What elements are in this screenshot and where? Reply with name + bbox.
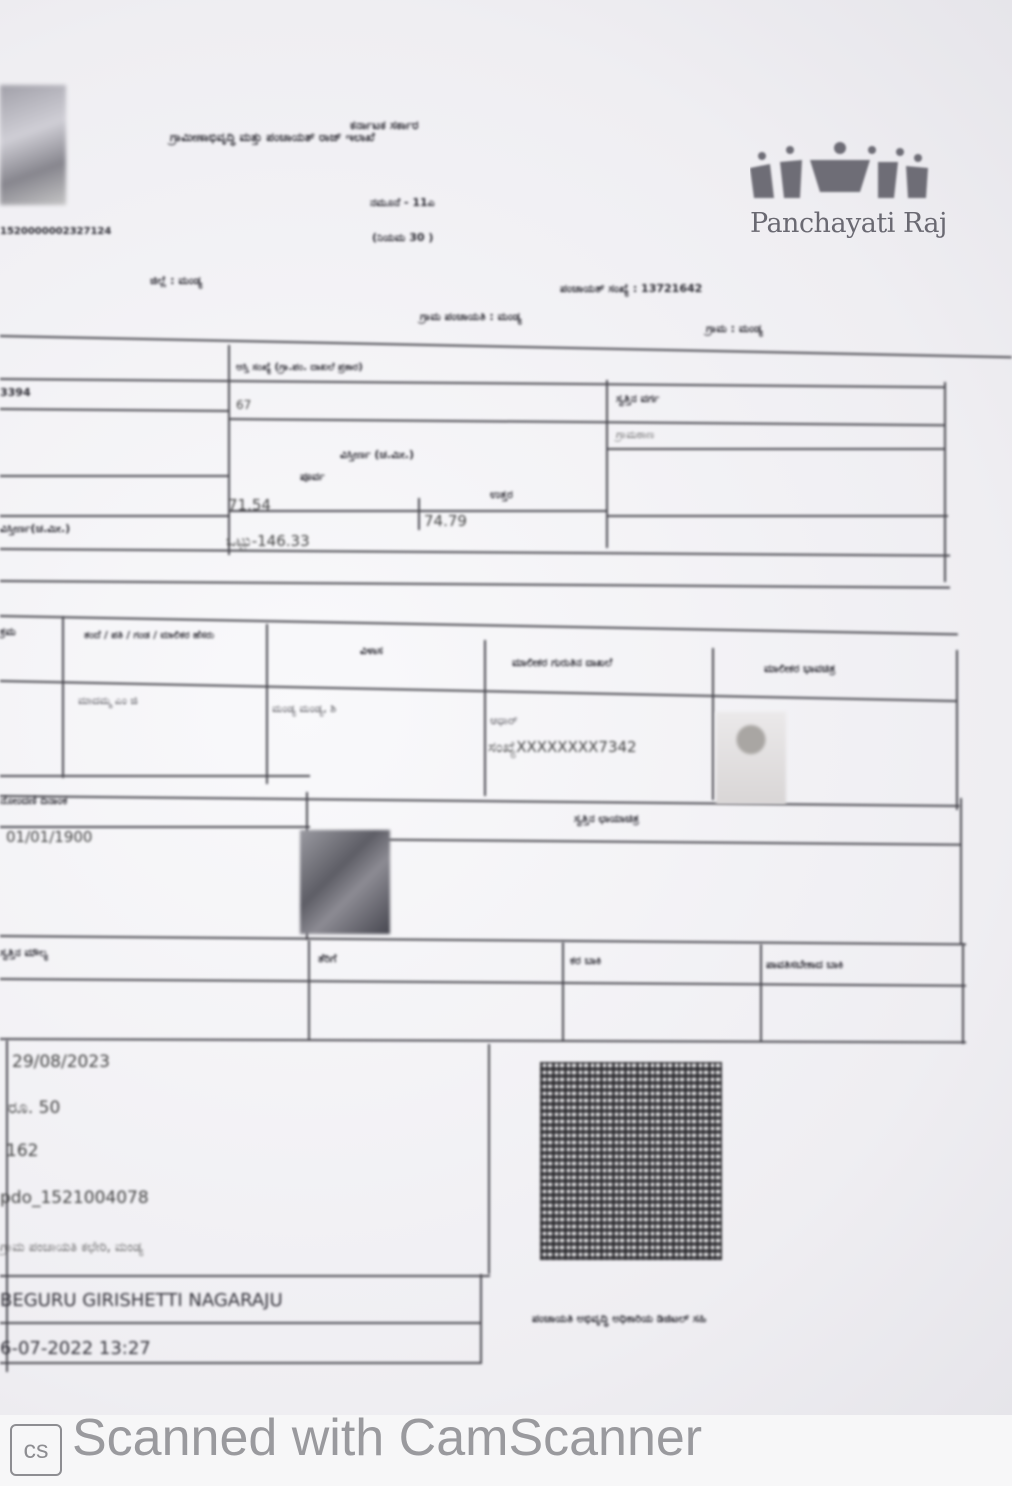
north-south-label: ಉತ್ತರ (490, 488, 513, 501)
panchayati-raj-logo-icon (750, 140, 930, 200)
owner-name: ಮಾದಮ್ಮ ಎಂ ಜಿ (78, 694, 138, 707)
camscanner-logo-icon: cs (10, 1424, 62, 1476)
owner-photo (716, 712, 786, 804)
owner-col-id: ಮಾಲೀಕರ ಗುರುತಿನ ದಾಖಲೆ (512, 656, 613, 669)
camscanner-watermark: Scanned with CamScanner (72, 1409, 703, 1467)
issuing-officer: BEGURU GIRISHETTI NAGARAJU (0, 1290, 283, 1311)
owner-col-name: ತಂದೆ / ಪತಿ / ಗಂಡ / ಮಾಲಿಕರ ಹೆಸರು (84, 630, 215, 641)
tax-col-arrears: ಕರ ಬಾಕಿ (570, 954, 602, 967)
issue-user: pdo_1521004078 (0, 1188, 149, 1208)
issue-serial: 162 (6, 1141, 39, 1161)
qr-code (540, 1062, 722, 1260)
area-value: ಒಟ್ಟು-146.33 (226, 532, 310, 550)
north-south-value: 74.79 (424, 512, 467, 530)
area-label: ವಿಸ್ತೀರ್ಣ(ಚ.ಮೀ.) (0, 522, 71, 535)
issue-timestamp: 6-07-2022 13:27 (0, 1338, 151, 1359)
registration-date: 01/01/1900 (6, 828, 93, 846)
state-emblem-icon (0, 85, 66, 205)
document-number: 1520000002327124 (0, 226, 112, 237)
property-number-value: 67 (236, 398, 252, 412)
logo-text: Panchayati Raj (750, 208, 947, 239)
owner-id-type: ಆಧಾರ್ (490, 714, 518, 727)
tax-col-due: ಪಾವತಿಸಬೇಕಾದ ಬಾಕಿ (766, 958, 844, 971)
panchayat-label: ಗ್ರಾಮ ಪಂಚಾಯತಿ : ಮಂಡ್ಯ (420, 310, 522, 323)
department-title: ಗ್ರಾಮೀಣಾಭಿವೃದ್ಧಿ ಮತ್ತು ಪಂಚಾಯತ್ ರಾಜ್ ಇಲಾಖೆ (170, 130, 375, 144)
district-label: ಜಿಲ್ಲೆ : ಮಂಡ್ಯ (150, 274, 203, 287)
village-label: ಗ್ರಾಮ : ಮಂಡ್ಯ (706, 322, 763, 335)
property-id: ಪಂಚಾಯತ್ ಸಂಖ್ಯೆ : 13721642 (560, 282, 703, 295)
owner-address: ಮಂಡ್ಯ ಮಂಡ್ಯ, ಶಿ (272, 702, 337, 715)
form-number: ನಮೂನೆ - 11ಎ (370, 196, 435, 209)
tax-col-tax: ತೆರಿಗೆ (318, 952, 337, 965)
owner-col-serial: ಕ್ರಮ (0, 625, 16, 638)
property-type-value: ಗ್ರಾಮಠಾಣ (616, 428, 655, 441)
registration-header: ನೋಂದಣಿ ದಿನಾಂಕ (0, 794, 68, 807)
owner-col-address: ವಿಳಾಸ (360, 644, 383, 657)
signature-caption: ಪಂಚಾಯತಿ ಅಭಿವೃದ್ಧಿ ಅಧಿಕಾರಿಯ ಡಿಜಿಟಲ್ ಸಹಿ (532, 1312, 707, 1325)
property-type-header: ಸ್ವತ್ತಿನ ವರ್ಗ (616, 392, 660, 405)
property-photo (300, 830, 390, 934)
east-west-label: ಪೂರ್ವ (300, 470, 325, 483)
property-number-header: ಆಸ್ತಿ ಸಂಖ್ಯೆ (ಗ್ರಾ.ಪಂ. ದಾಖಲೆ ಪ್ರಕಾರ) (236, 362, 363, 373)
rule-number: (ನಿಯಮ 30 ) (372, 231, 434, 244)
dimension-header: ವಿಸ್ತೀರ್ಣ (ಚ.ಮೀ.) (340, 448, 414, 461)
owner-col-photo: ಮಾಲೀಕರ ಭಾವಚಿತ್ರ (764, 662, 836, 675)
issue-fee: ರೂ. 50 (8, 1098, 61, 1118)
issue-date: 29/08/2023 (12, 1052, 110, 1072)
east-west-value: 71.54 (228, 496, 271, 514)
property-id-cell: 3394 (0, 386, 31, 399)
govt-title: ಕರ್ನಾಟಕ ಸರ್ಕಾರ (350, 118, 419, 132)
owner-id-number: ಸಂಖ್ಯೆXXXXXXXX7342 (488, 738, 637, 756)
tax-col-value: ಸ್ವತ್ತಿನ ಮೌಲ್ಯ (0, 946, 48, 959)
issue-office: ಗ್ರಾಮ ಪಂಚಾಯತಿ ಕಛೇರಿ, ಮಂಡ್ಯ (0, 1240, 144, 1255)
property-photo-header: ಸ್ವತ್ತಿನ ಛಾಯಾಚಿತ್ರ (574, 812, 639, 825)
